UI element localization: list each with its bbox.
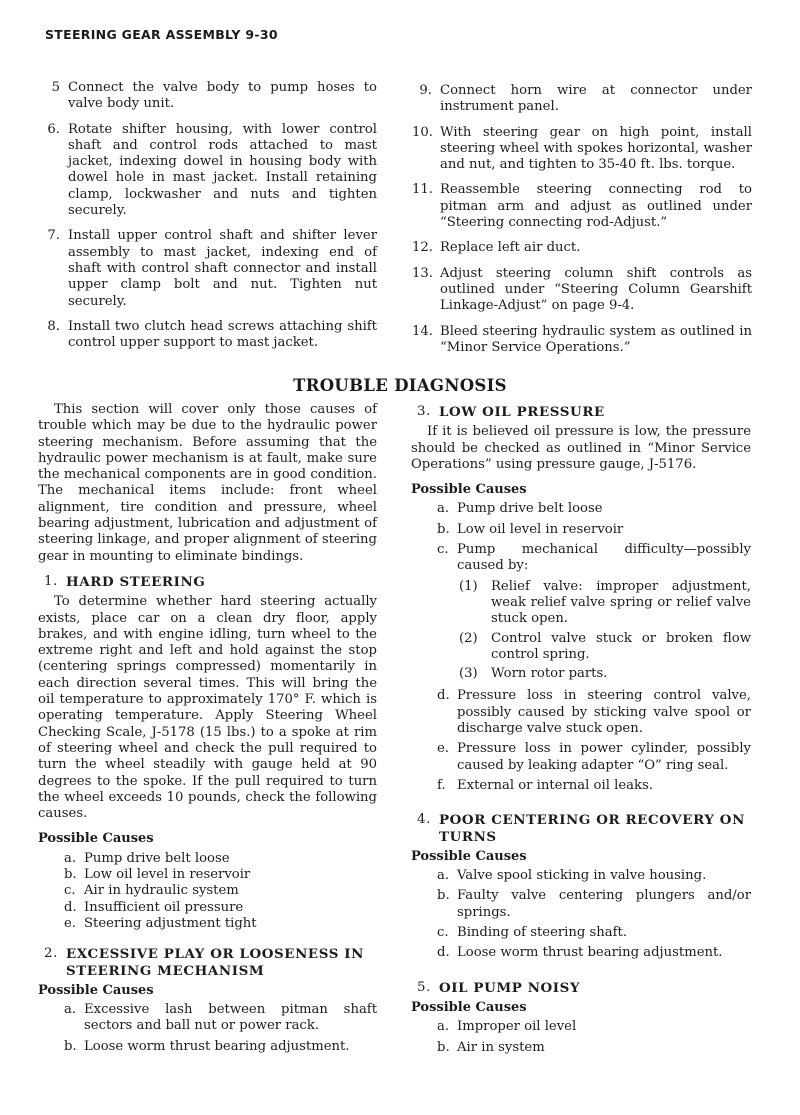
cause-text: Low oil level in reservoir (457, 521, 624, 537)
section-title: TROUBLE DIAGNOSIS (293, 376, 507, 395)
subcause-label: (3) (459, 666, 478, 682)
cause-label: a. (64, 850, 77, 866)
cause-item (64, 867, 377, 883)
subcause-item (459, 631, 751, 664)
subsection-heading (411, 404, 751, 420)
subsection-heading (411, 812, 751, 845)
step-number: 11. (412, 182, 433, 198)
subsection-title: HARD STEERING (66, 573, 206, 590)
cause-label: c. (64, 883, 76, 899)
intro-paragraph: This section will cover only those causes of trouble which may be due to the hydraulic power steering mechanism. Before assuming that the hydraulic power mechanism is at fault, make sure the mechanical components are in good condition. The mechanical items include: front wheel alignment, tire condition and pressure, wheel bearing adjustment, lubrication and adjustment of steering linkage, and proper alignment of steering gear in mounting to eliminate bindings. (38, 402, 377, 564)
install-step (412, 182, 752, 231)
possible-causes-label: Possible Causes (411, 482, 527, 498)
install-step (412, 125, 752, 174)
step-text: Bleed steering hydraulic system as outlined in “Minor Service Operations.” (440, 323, 752, 355)
install-step (412, 83, 752, 116)
cause-text: Pressure loss in steering control valve, possibly caused by sticking valve spool or discharge valve stuck open. (457, 688, 751, 737)
cause-label: a. (437, 1019, 450, 1035)
subsection-number: 2. (44, 946, 58, 962)
cause-text: Improper oil level (457, 1019, 577, 1035)
cause-item (437, 945, 751, 961)
install-step (412, 240, 752, 256)
subcause-text: Control valve stuck or broken flow control spring. (491, 630, 751, 662)
subcause-label: (2) (459, 630, 478, 646)
cause-item (437, 501, 751, 517)
cause-item (437, 868, 751, 884)
cause-item (437, 888, 751, 921)
possible-causes-label: Possible Causes (38, 982, 154, 998)
trouble-left-column (38, 402, 377, 1059)
cause-text: Pressure loss in power cylinder, possibly caused by leaking adapter “O” ring seal. (457, 741, 751, 773)
install-step (412, 266, 752, 315)
install-steps-right (412, 83, 752, 365)
cause-label: c. (437, 542, 449, 558)
cause-text: Pump drive belt loose (457, 501, 603, 517)
cause-label: b. (437, 521, 450, 537)
step-number: 5 (51, 80, 60, 95)
step-text: Connect the valve body to pump hoses to valve body unit. (68, 80, 377, 112)
cause-item (437, 1040, 751, 1056)
subcause-item (459, 579, 751, 628)
subsection-heading (411, 980, 751, 996)
cause-item (437, 1019, 751, 1035)
cause-label: d. (437, 688, 450, 704)
cause-item (437, 925, 751, 941)
step-text: Connect horn wire at connector under instrument panel. (440, 83, 752, 115)
step-number: 14. (412, 323, 433, 339)
possible-causes-label: Possible Causes (411, 848, 527, 864)
step-text: Replace left air duct. (440, 240, 581, 256)
subsection-heading (38, 574, 377, 590)
install-steps-left (40, 80, 377, 360)
cause-label: c. (437, 925, 449, 941)
possible-causes-label: Possible Causes (38, 831, 154, 847)
step-text: Reassemble steering connecting rod to pitman arm and adjust as outlined under “Steering connecting rod-Adjust.” (440, 182, 752, 231)
subsection-number: 1. (44, 573, 58, 589)
subsection-body: To determine whether hard steering actually exists, place car on a clean dry floor, apply brakes, and with engine idling, turn wheel to the extreme right and left and hold against the stop (centering springs compressed) momentarily in each direction several times. This will bring the oil temperature to approximately 170° F. which is operating temperature. Apply Steering Wheel Checking Scale, J-5178 (15 lbs.) to a spoke at rim of steering wheel and check the pull required to turn the wheel steadily with gauge held at 90 degrees to the spoke. If the pull required to turn the wheel exceeds 10 pounds, check the following causes. (38, 594, 377, 822)
cause-item (437, 688, 751, 737)
cause-label: a. (437, 868, 450, 884)
cause-text: Air in system (457, 1039, 545, 1055)
trouble-right-column (411, 404, 751, 1060)
subcause-label: (1) (459, 578, 478, 594)
step-number: 7. (47, 228, 60, 244)
cause-text: Air in hydraulic system (84, 883, 239, 899)
cause-item (437, 741, 751, 774)
cause-item (64, 916, 377, 932)
subsection-number: 4. (417, 812, 431, 828)
cause-text: Loose worm thrust bearing adjustment. (84, 1038, 350, 1054)
subsection-title: POOR CENTERING OR RECOVERY ON TURNS (439, 812, 745, 845)
step-number: 6. (47, 121, 60, 137)
cause-item (64, 900, 377, 916)
step-text: Rotate shifter housing, with lower control shaft and control rods attached to mast jacket, indexing dowel in housing body with dowel hole in mast jacket. Install retaining clamp, lockwasher and nuts and tighten securely. (68, 121, 377, 219)
install-step (412, 324, 752, 357)
step-text: Install two clutch head screws attaching shift control upper support to mast jacket. (68, 318, 377, 351)
cause-text: Binding of steering shaft. (457, 925, 628, 941)
subcause-item (459, 666, 751, 682)
subsection-body: If it is believed oil pressure is low, the pressure should be checked as outlined in “Minor Service Operations” using pressure gauge, J-5176. (411, 424, 751, 472)
cause-label: b. (64, 1038, 77, 1054)
subcause-text: Relief valve: improper adjustment, weak relief valve spring or relief valve stuck open. (491, 578, 751, 627)
cause-label: f. (437, 777, 446, 793)
cause-text: Excessive lash between pitman shaft sectors and ball nut or power rack. (84, 1002, 377, 1034)
cause-text: Steering adjustment tight (84, 915, 257, 931)
step-text: Adjust steering column shift controls as outlined under “Steering Column Gearshift Linkage-Adjust” on page 9-4. (440, 265, 752, 314)
install-step (40, 228, 377, 309)
step-number: 10. (412, 124, 433, 140)
cause-text: Low oil level in reservoir (84, 867, 251, 883)
step-number: 8. (47, 318, 60, 334)
cause-label: a. (437, 501, 450, 517)
install-step (40, 80, 377, 113)
cause-text: Pump drive belt loose (84, 850, 230, 866)
step-number: 9. (419, 83, 432, 98)
cause-item (64, 883, 377, 899)
subsection-number: 5. (417, 979, 431, 995)
cause-label: e. (64, 915, 76, 931)
subsection-heading (38, 946, 377, 979)
step-number: 13. (412, 265, 433, 281)
cause-text: Valve spool sticking in valve housing. (457, 868, 707, 884)
install-step (40, 319, 377, 352)
cause-text: Insufficient oil pressure (84, 899, 244, 915)
cause-label: b. (437, 1039, 450, 1055)
subsection-title: EXCESSIVE PLAY OR LOOSENESS IN STEERING MECHANISM (66, 946, 364, 979)
subsection-number: 3. (417, 404, 431, 419)
step-number: 12. (412, 240, 433, 256)
cause-text: External or internal oil leaks. (457, 777, 653, 793)
cause-item (64, 851, 377, 867)
cause-label: b. (64, 867, 77, 883)
cause-text: Pump mechanical difficulty—possibly caused by: (457, 542, 751, 574)
cause-item (437, 778, 751, 794)
cause-item (437, 522, 751, 538)
subsection-title: OIL PUMP NOISY (439, 979, 581, 996)
possible-causes-label: Possible Causes (411, 999, 527, 1015)
page-header: STEERING GEAR ASSEMBLY 9-30 (45, 27, 278, 42)
install-step (40, 122, 377, 220)
subcause-text: Worn rotor parts. (491, 666, 608, 682)
cause-item (437, 542, 751, 575)
cause-label: e. (437, 741, 449, 757)
cause-label: d. (437, 945, 450, 961)
cause-text: Loose worm thrust bearing adjustment. (457, 945, 723, 961)
cause-label: a. (64, 1002, 77, 1018)
cause-text: Faulty valve centering plungers and/or springs. (457, 888, 751, 920)
cause-item (64, 1039, 377, 1055)
cause-label: b. (437, 888, 450, 904)
cause-label: d. (64, 899, 77, 915)
step-text: Install upper control shaft and shifter lever assembly to mast jacket, indexing end of shaft with control shaft connector and install upper clamp bolt and nut. Tighten nut securely. (68, 228, 377, 309)
cause-item (64, 1002, 377, 1035)
subsection-title: LOW OIL PRESSURE (439, 404, 605, 420)
step-text: With steering gear on high point, install steering wheel with spokes horizontal, washer and nut, and tighten to 35-40 ft. lbs. torque. (440, 124, 752, 173)
